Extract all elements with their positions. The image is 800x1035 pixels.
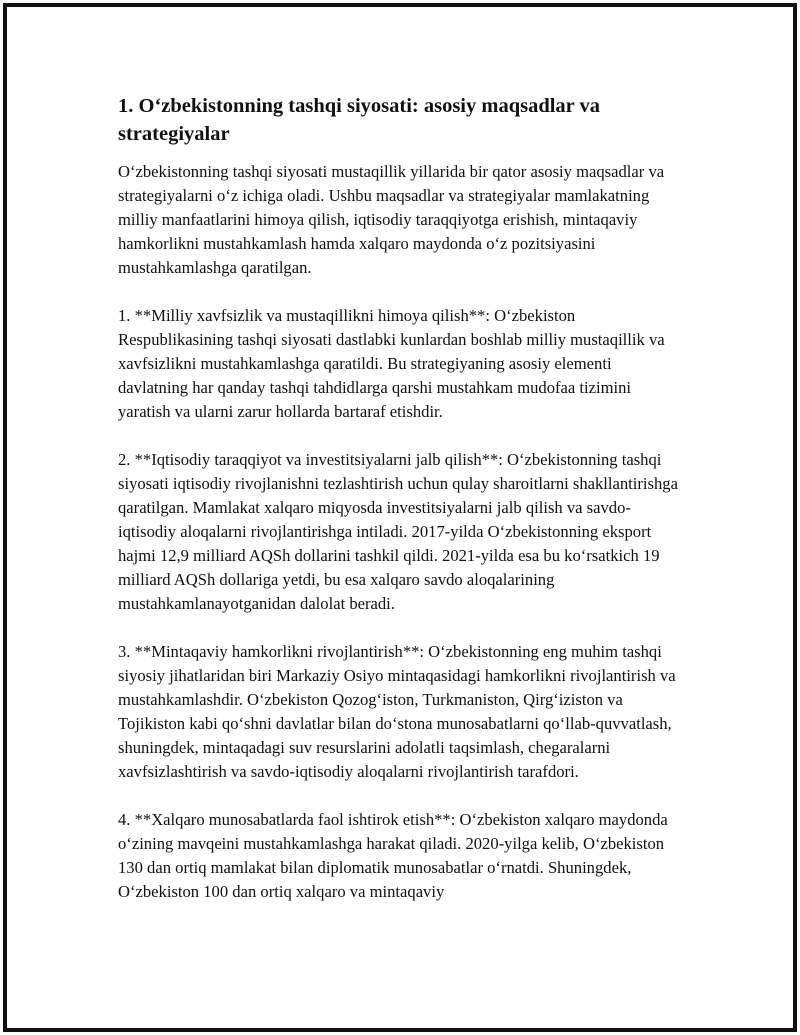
paragraph-regional-cooperation: 3. **Mintaqaviy hamkorlikni rivojlantirish**: O‘zbekistonning eng muhim tashqi siyosiy jihatlaridan biri Markaziy Osiyo mintaqasidagi hamkorlikni rivojlantirish va mustahkamlashdir. O‘zbekiston Qozog‘iston, Turkmaniston, Qirg‘iziston va Tojikiston kabi qo‘shni davlatlar bilan do‘stona munosabatlarni qo‘llab-quvvatlash, shuningdek, mintaqadagi suv resurslarini adolatli taqsimlash, chegaralarni xavfsizlashtirish va savdo-iqtisodiy aloqalarni rivojlantirish tarafdori. [118, 642, 676, 781]
paragraph-national-security: 1. **Milliy xavfsizlik va mustaqillikni himoya qilish**: O‘zbekiston Respublikasining tashqi siyosati dastlabki kunlardan boshlab milliy mustaqillik va xavfsizlikni mustahkamlashga qaratildi. Bu strategiyaning asosiy elementi davlatning har qanday tashqi tahdidlarga qarshi mustahkam mudofaa tizimini yaratish va ularni zarur hollarda bartaraf etishdir. [118, 306, 665, 421]
document-body [118, 92, 678, 928]
paragraph-economic-development: 2. **Iqtisodiy taraqqiyot va investitsiyalarni jalb qilish**: O‘zbekistonning tashqi siyosati iqtisodiy rivojlanishni tezlashtirish uchun qulay sharoitlarni shakllantirishga qaratilgan. Mamlakat xalqaro miqyosda investitsiyalarni jalb qilish va savdo-iqtisodiy aloqalarni rivojlantirishga intiladi. 2017-yilda O‘zbekistonning eksport hajmi 12,9 milliard AQSh dollarini tashkil qildi. 2021-yilda esa bu ko‘rsatkich 19 milliard AQSh dollariga yetdi, bu esa xalqaro savdo aloqalarining mustahkamlanayotganidan dalolat beradi. [118, 450, 678, 613]
section-heading: 1. O‘zbekistonning tashqi siyosati: asosiy maqsadlar va strategiyalar [118, 95, 601, 145]
paragraph-international-relations: 4. **Xalqaro munosabatlarda faol ishtirok etish**: O‘zbekiston xalqaro maydonda o‘zining mavqeini mustahkamlashga harakat qiladi. 2020-yilga kelib, O‘zbekiston 130 dan ortiq mamlakat bilan diplomatik munosabatlar o‘rnatdi. Shuningdek, O‘zbekiston 100 dan ortiq xalqaro va mintaqaviy [118, 810, 668, 901]
intro-paragraph: O‘zbekistonning tashqi siyosati mustaqillik yillarida bir qator asosiy maqsadlar va strategiyalarni o‘z ichiga oladi. Ushbu maqsadlar va strategiyalar mamlakatning milliy manfaatlarini himoya qilish, iqtisodiy taraqqiyotga erishish, mintaqaviy hamkorlikni mustahkamlash hamda xalqaro maydonda o‘z pozitsiyasini mustahkamlashga qaratilgan. [118, 162, 665, 277]
